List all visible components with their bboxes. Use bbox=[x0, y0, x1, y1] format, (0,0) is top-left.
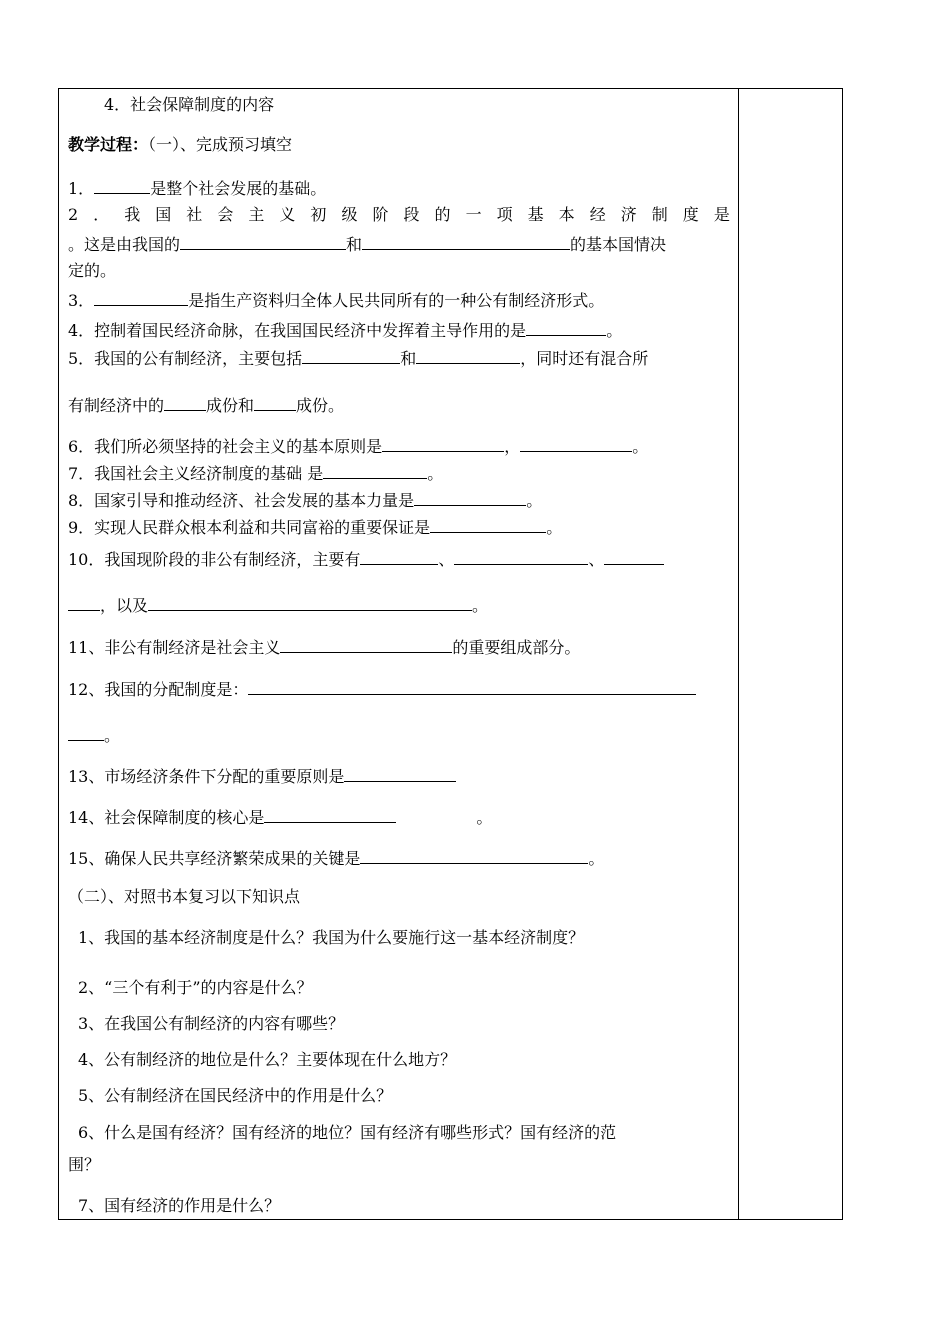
answer-blank[interactable] bbox=[280, 636, 452, 653]
question-2-line-1: 2 ． 我 国 社 会 主 义 初 级 阶 段 的 一 项 基 本 经 济 制 度 是 bbox=[68, 205, 730, 224]
answer-blank[interactable] bbox=[68, 594, 100, 611]
question-6: 6．我们所必须坚持的社会主义的基本原则是 ， 。 bbox=[68, 437, 649, 456]
teaching-process bbox=[68, 135, 730, 155]
answer-blank[interactable] bbox=[94, 289, 188, 306]
question-2-line-3: 定的。 bbox=[68, 261, 117, 280]
answer-blank[interactable] bbox=[604, 548, 664, 565]
teaching-process-text: （一）、完成预习填空 bbox=[148, 135, 293, 154]
answer-blank[interactable] bbox=[362, 233, 570, 250]
review-item-4: 4、公有制经济的地位是什么？主要体现在什么地方？ bbox=[78, 1050, 457, 1069]
review-item-7: 7、国有经济的作用是什么？ bbox=[78, 1196, 281, 1215]
answer-blank[interactable] bbox=[520, 435, 632, 452]
answer-blank[interactable] bbox=[254, 394, 296, 411]
question-4: 4．控制着国民经济命脉，在我国国民经济中发挥着主导作用的是 。 bbox=[68, 321, 623, 340]
question-10-line-2: ，以及 。 bbox=[68, 594, 730, 616]
answer-blank[interactable] bbox=[68, 724, 104, 741]
question-15: 15、确保人民共享经济繁荣成果的关键是 。 bbox=[68, 849, 605, 868]
question-13: 13、市场经济条件下分配的重要原则是 bbox=[68, 765, 730, 787]
answer-blank[interactable] bbox=[416, 347, 520, 364]
question-5-line-2: 有制经济中的 成份和 成份。 bbox=[68, 396, 345, 415]
answer-blank[interactable] bbox=[414, 489, 526, 506]
review-item-2: 2、“三个有利于”的内容是什么？ bbox=[78, 978, 313, 997]
answer-blank[interactable] bbox=[430, 516, 546, 533]
question-11: 11、非公有制经济是社会主义 的重要组成部分。 bbox=[68, 638, 581, 657]
header-item: 4．社会保障制度的内容 bbox=[104, 95, 275, 114]
answer-blank[interactable] bbox=[148, 594, 472, 611]
question-8: 8．国家引导和推动经济、社会发展的基本力量是 。 bbox=[68, 491, 543, 510]
answer-blank[interactable] bbox=[302, 347, 400, 364]
question-12-line-2: 。 bbox=[68, 724, 730, 746]
answer-blank[interactable] bbox=[382, 435, 504, 452]
answer-blank[interactable] bbox=[164, 394, 206, 411]
answer-blank[interactable] bbox=[526, 319, 606, 336]
answer-blank[interactable] bbox=[264, 806, 396, 823]
teaching-process-label: 教学过程： bbox=[68, 135, 149, 154]
question-2-line-2: 。这是由我国的 和 的基本国情决 bbox=[68, 235, 667, 254]
answer-blank[interactable] bbox=[248, 678, 696, 695]
section-2-title: （二）、对照书本复习以下知识点 bbox=[68, 887, 301, 906]
question-5-line-1: 5．我国的公有制经济，主要包括 和 ，同时还有混合所 bbox=[68, 349, 649, 368]
answer-blank[interactable] bbox=[323, 462, 427, 479]
question-1: 1． 是整个社会发展的基础。 bbox=[68, 179, 327, 198]
question-10-line-1: 10．我国现阶段的非公有制经济，主要有 、 、 bbox=[68, 548, 730, 570]
review-item-1: 1、我国的基本经济制度是什么？我国为什么要施行这一基本经济制度？ bbox=[78, 928, 585, 947]
review-item-6-cont: 围？ bbox=[68, 1155, 101, 1174]
review-item-3: 3、在我国公有制经济的内容有哪些？ bbox=[78, 1014, 345, 1033]
question-9: 9．实现人民群众根本利益和共同富裕的重要保证是 。 bbox=[68, 518, 563, 537]
answer-blank[interactable] bbox=[454, 548, 588, 565]
question-14: 14、社会保障制度的核心是 。 bbox=[68, 808, 493, 827]
answer-blank[interactable] bbox=[360, 548, 438, 565]
answer-blank[interactable] bbox=[94, 177, 150, 194]
answer-blank[interactable] bbox=[180, 233, 346, 250]
question-3: 3． 是指生产资料归全体人民共同所有的一种公有制经济形式。 bbox=[68, 291, 605, 310]
question-7: 7．我国社会主义经济制度的基础 是 。 bbox=[68, 464, 444, 483]
answer-blank[interactable] bbox=[344, 765, 456, 782]
answer-blank[interactable] bbox=[360, 847, 588, 864]
review-item-6: 6、什么是国有经济？国有经济的地位？国有经济有哪些形式？国有经济的范 bbox=[78, 1123, 617, 1142]
review-item-5: 5、公有制经济在国民经济中的作用是什么？ bbox=[78, 1086, 393, 1105]
question-12-line-1: 12、我国的分配制度是： bbox=[68, 678, 730, 700]
